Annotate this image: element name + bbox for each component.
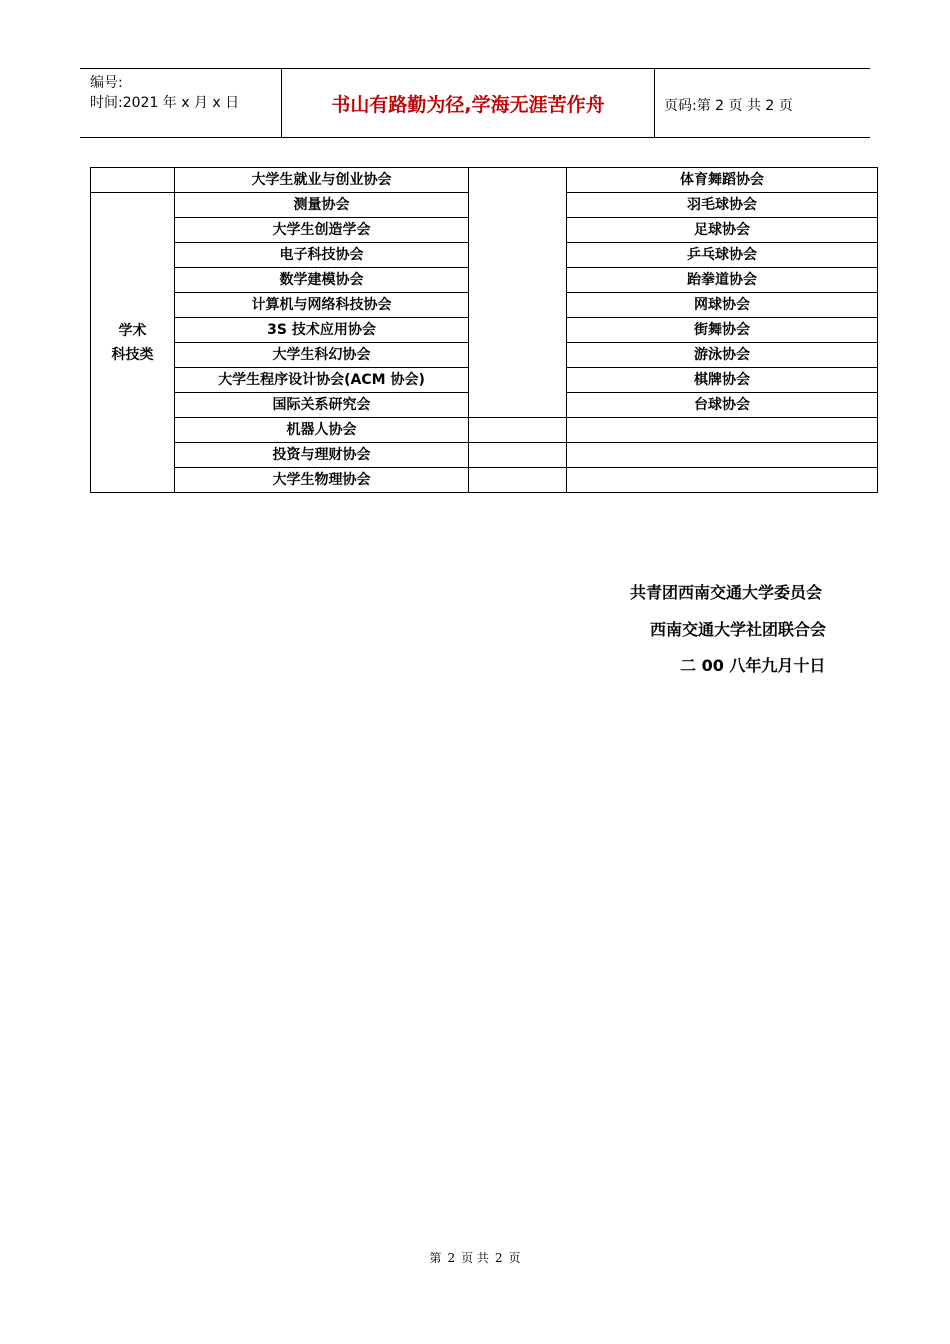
left-club-cell: 大学生创造学会 <box>175 218 469 243</box>
page-footer <box>0 1249 950 1266</box>
right-club-cell: 游泳协会 <box>567 343 878 368</box>
category-line: 学术 <box>118 322 147 339</box>
left-club-cell: 3S 技术应用协会 <box>175 318 469 343</box>
right-club-cell <box>567 443 878 468</box>
right-club-cell <box>567 418 878 443</box>
signature-date: 二 00 八年九月十日 <box>680 656 826 675</box>
right-club-cell: 足球协会 <box>567 218 878 243</box>
left-club-cell: 国际关系研究会 <box>175 393 469 418</box>
spacer-cell <box>469 168 567 418</box>
spacer-cell <box>469 468 567 493</box>
left-club-cell: 测量协会 <box>175 193 469 218</box>
left-club-cell: 电子科技协会 <box>175 243 469 268</box>
right-club-cell: 街舞协会 <box>567 318 878 343</box>
left-club-cell: 大学生就业与创业协会 <box>175 168 469 193</box>
right-club-cell: 网球协会 <box>567 293 878 318</box>
spacer-cell <box>469 443 567 468</box>
footer-suffix: 页 <box>508 1251 521 1265</box>
page-info: 页码:第 2 页 共 2 页 <box>664 98 793 114</box>
left-club-cell: 计算机与网络科技协会 <box>175 293 469 318</box>
category-cell-empty <box>91 168 175 193</box>
signature-org-1: 共青团西南交通大学委员会 <box>630 583 823 602</box>
left-club-cell: 大学生程序设计协会(ACM 协会) <box>175 368 469 393</box>
footer-mid: 页 共 <box>461 1251 489 1265</box>
header-motto: 书山有路勤为径,学海无涯苦作舟 <box>331 93 605 116</box>
table-row <box>91 443 878 468</box>
left-club-cell: 大学生科幻协会 <box>175 343 469 368</box>
code-label: 编号: <box>90 75 123 91</box>
category-line: 科技类 <box>111 346 154 363</box>
footer-total: 2 <box>494 1251 503 1265</box>
signature-org-2: 西南交通大学社团联合会 <box>650 620 827 639</box>
right-club-cell <box>567 468 878 493</box>
right-club-cell: 台球协会 <box>567 393 878 418</box>
left-club-cell: 机器人协会 <box>175 418 469 443</box>
left-club-cell: 投资与理财协会 <box>175 443 469 468</box>
left-club-cell: 大学生物理协会 <box>175 468 469 493</box>
right-club-cell: 跆拳道协会 <box>567 268 878 293</box>
spacer-cell <box>469 418 567 443</box>
footer-page: 2 <box>447 1251 456 1265</box>
right-club-cell: 棋牌协会 <box>567 368 878 393</box>
category-cell <box>91 193 175 493</box>
left-club-cell: 数学建模协会 <box>175 268 469 293</box>
table-row <box>91 468 878 493</box>
page-header <box>80 68 870 138</box>
right-club-cell: 羽毛球协会 <box>567 193 878 218</box>
clubs-table <box>90 167 878 493</box>
right-club-cell: 体育舞蹈协会 <box>567 168 878 193</box>
time-label: 时间:2021 年 x 月 x 日 <box>90 95 240 111</box>
header-meta <box>90 73 239 113</box>
footer-prefix: 第 <box>429 1251 442 1265</box>
header-divider <box>654 69 655 137</box>
table-row <box>91 418 878 443</box>
right-club-cell: 乒乓球协会 <box>567 243 878 268</box>
table-row <box>91 168 878 193</box>
